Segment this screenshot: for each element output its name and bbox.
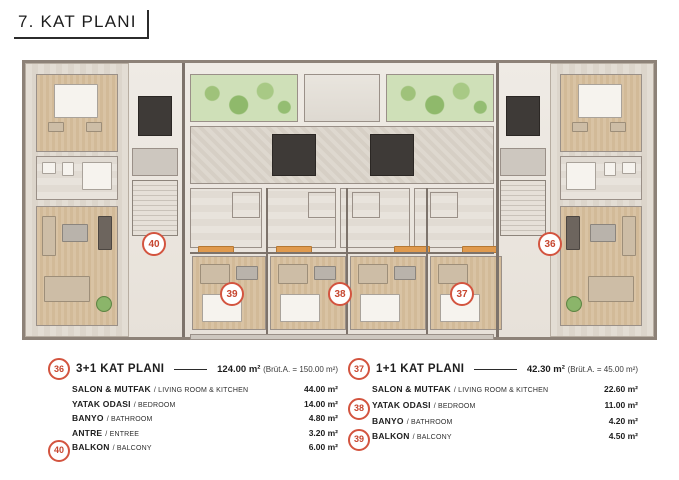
furniture-bed-right-upper xyxy=(578,84,622,118)
legend-row-area: 44.00 m² xyxy=(303,384,338,394)
furniture-table-39 xyxy=(236,266,258,280)
legend-row-name: BALKON xyxy=(372,430,410,441)
page-title: 7. KAT PLANI xyxy=(18,12,137,31)
furniture-sofa-right xyxy=(622,216,636,256)
legend-row-area: 4.50 m² xyxy=(608,430,638,441)
legend-column-right xyxy=(348,360,638,446)
central-corridor xyxy=(190,126,494,184)
furniture-tv-unit-left xyxy=(98,216,112,250)
furniture-table-37 xyxy=(394,266,416,280)
shaft-center-left xyxy=(272,134,316,176)
marker-37[interactable]: 37 xyxy=(450,282,474,306)
legend-left-header xyxy=(48,360,338,378)
furniture-sofa-left xyxy=(42,216,56,256)
legend-row-name-en: / LIVING ROOM & KITCHEN xyxy=(453,387,549,394)
furniture-nightstand-left xyxy=(48,122,64,132)
legend-row-badge-40[interactable]: 40 xyxy=(48,440,70,462)
furniture-nightstand-right xyxy=(572,122,588,132)
legend-right-total xyxy=(527,364,638,375)
floor-plan-drawing xyxy=(22,60,657,340)
legend-row xyxy=(72,398,338,413)
legend-row-area: 4.80 m² xyxy=(308,413,338,423)
legend-row-name: SALON & MUTFAK xyxy=(72,384,151,394)
fixture-shower-right xyxy=(566,162,596,190)
wall-unit-divider-1 xyxy=(266,188,268,334)
marker-40[interactable]: 40 xyxy=(142,232,166,256)
legend-row-area: 22.60 m² xyxy=(603,384,638,394)
legend-left-rule xyxy=(174,369,207,370)
legend-row-name: YATAK ODASI xyxy=(372,400,431,410)
legend-row-name: YATAK ODASI xyxy=(72,398,131,409)
furniture-coffee-table-left xyxy=(62,224,88,242)
legend-row xyxy=(353,399,638,415)
legend-left-gross: (Brüt.A. = 150.00 m²) xyxy=(263,364,338,374)
legend-row-name-en: / BALCONY xyxy=(412,433,452,441)
legend-row-area: 11.00 m² xyxy=(604,400,638,410)
legend-right-gross: (Brüt.A. = 45.00 m²) xyxy=(567,364,638,374)
fixture-sink-left xyxy=(42,162,56,174)
legend-row xyxy=(72,383,338,398)
legend-right-badge: 37 xyxy=(348,358,370,380)
legend-row-area: 4.20 m² xyxy=(608,416,638,426)
wall-horizontal-mid xyxy=(190,252,494,254)
legend-row xyxy=(72,427,338,442)
elevator-shaft-right xyxy=(506,96,540,136)
legend-row-name: ANTRE xyxy=(72,427,103,438)
marker-39[interactable]: 39 xyxy=(220,282,244,306)
legend-right-rows xyxy=(348,383,638,446)
staircase-left xyxy=(132,180,178,236)
legend-left-title: 3+1 KAT PLANI xyxy=(76,363,165,375)
roof-garden-left xyxy=(190,74,298,122)
furniture-bed-38 xyxy=(280,294,320,322)
plant-left xyxy=(96,296,112,312)
staircase-right xyxy=(500,180,546,236)
legend-row-name-en: / BATHROOM xyxy=(406,419,453,426)
wall-vertical-left xyxy=(182,63,185,337)
lobby-right xyxy=(500,148,546,176)
furniture-tv-unit-right xyxy=(566,216,580,250)
bathroom-pod-4 xyxy=(430,192,458,218)
wall-vertical-right xyxy=(496,63,499,337)
furniture-dining-table-right xyxy=(588,276,634,302)
lobby-left xyxy=(132,148,178,176)
legend-row-name-en: / BATHROOM xyxy=(106,416,153,423)
furniture-nightstand-right-2 xyxy=(610,122,626,132)
legend-row-area: 6.00 m² xyxy=(308,442,338,452)
bathroom-pod-3 xyxy=(352,192,380,218)
furniture-sofa-38 xyxy=(278,264,308,284)
elevator-shaft-left xyxy=(138,96,172,136)
legend-row xyxy=(72,412,338,427)
terrace-center xyxy=(304,74,380,122)
marker-38[interactable]: 38 xyxy=(328,282,352,306)
legend-left-badge: 36 xyxy=(48,358,70,380)
legend-row-name-en: / BEDROOM xyxy=(133,401,176,409)
wall-unit-divider-2 xyxy=(346,188,348,334)
legend-right-title: 1+1 KAT PLANI xyxy=(376,363,465,375)
legend-right-total-value: 42.30 m² xyxy=(526,363,565,375)
roof-garden-right xyxy=(386,74,494,122)
legend-column-left xyxy=(48,360,338,457)
page-title-container xyxy=(14,10,149,39)
legend-row-name-en: / LIVING ROOM & KITCHEN xyxy=(153,387,249,394)
furniture-dining-table-left xyxy=(44,276,90,302)
legend-right-rule xyxy=(474,369,516,370)
bathroom-pod-1 xyxy=(232,192,260,218)
legend-row-area: 14.00 m² xyxy=(303,398,338,409)
legend-row-area: 3.20 m² xyxy=(308,427,338,438)
furniture-coffee-table-right xyxy=(590,224,616,242)
furniture-sofa-39 xyxy=(200,264,230,284)
legend-row-name-en: / BALCONY xyxy=(112,445,152,452)
legend-row-name: BANYO xyxy=(72,413,104,423)
legend-left-total-value: 124.00 m² xyxy=(217,363,261,375)
fixture-shower-left xyxy=(82,162,112,190)
fixture-wc-right xyxy=(604,162,616,176)
wall-unit-divider-3 xyxy=(426,188,428,334)
furniture-bed-left-upper xyxy=(54,84,98,118)
legend-row-name: BANYO xyxy=(372,416,404,426)
furniture-sofa-37 xyxy=(358,264,388,284)
legend-row-name-en: / ENTREE xyxy=(105,430,140,438)
furniture-bed-37 xyxy=(360,294,400,322)
legend-row-badge-39[interactable]: 39 xyxy=(348,429,370,451)
furniture-table-38 xyxy=(314,266,336,280)
furniture-nightstand-left-2 xyxy=(86,122,102,132)
balcony-band-bottom xyxy=(190,334,494,340)
legend-row xyxy=(372,383,638,399)
legend-row-badge-38[interactable]: 38 xyxy=(348,398,370,420)
legend-row-name-en: / BEDROOM xyxy=(433,403,476,410)
legend-row xyxy=(53,441,338,457)
furniture-sofa-37b xyxy=(438,264,468,284)
legend xyxy=(48,360,638,470)
plant-right xyxy=(566,296,582,312)
legend-row xyxy=(372,415,638,430)
legend-right-header xyxy=(348,360,638,378)
marker-36[interactable]: 36 xyxy=(538,232,562,256)
fixture-wc-left xyxy=(62,162,74,176)
fixture-sink-right xyxy=(622,162,636,174)
bathroom-pod-2 xyxy=(308,192,336,218)
legend-row-name: SALON & MUTFAK xyxy=(372,384,451,394)
shaft-center-right xyxy=(370,134,414,176)
legend-left-total xyxy=(217,364,338,375)
legend-left-rows xyxy=(48,383,338,457)
legend-row xyxy=(353,430,638,446)
legend-row-name: BALKON xyxy=(72,442,110,452)
